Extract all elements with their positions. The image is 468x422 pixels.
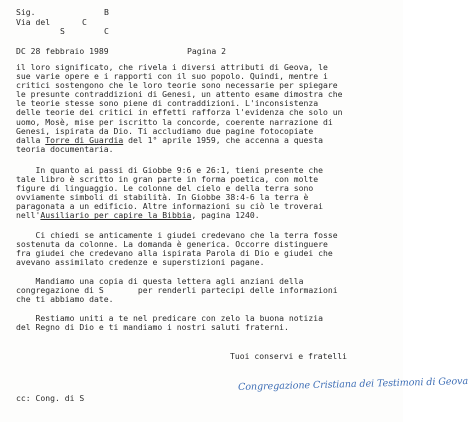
letter-date: DC 28 febbraio 1989 xyxy=(16,46,109,56)
text-fragment: dalla xyxy=(16,134,46,145)
text-line: Restiamo uniti a te nel predicare con zelo la buona notizia xyxy=(16,313,323,323)
text-line: paragonata a un edificio. Altre informazioni su ciò le troverai xyxy=(16,201,323,212)
text-line: sostenuta da colonne. La domanda è generica. Occorre distinguere xyxy=(16,239,328,250)
carbon-copy-line: cc: Cong. di S xyxy=(16,393,85,403)
publication-title-torre: Torre di Guardia xyxy=(45,134,124,145)
text-line: il loro significato, che rivela i diversi attributi di Geova, le xyxy=(16,62,328,72)
paragraph-1 xyxy=(16,63,396,154)
city-initial-c: C xyxy=(104,26,109,36)
paragraph-2 xyxy=(16,166,396,221)
paragraph-4 xyxy=(16,277,396,304)
text-line: le teorie stesse sono piene di contraddizioni. L'inconsistenza xyxy=(16,98,319,109)
text-line: le presunte contraddizioni di Genesi, un attento esame dimostra che xyxy=(16,89,343,100)
salutation-sig: Sig. xyxy=(16,7,36,17)
text-line: teoria documentaria. xyxy=(16,143,114,154)
text-line: del Regno di Dio e ti mandiamo i nostri saluti fraterni. xyxy=(16,322,289,333)
text-line: congregazione di S per renderli partecipi delle informazioni xyxy=(16,285,338,296)
text-line xyxy=(16,211,396,220)
text-line: fra giudei che credevano alla ispirata Parola di Dio e giudei che xyxy=(16,248,333,259)
text-line: avevano assimilato credenze e superstizioni pagane. xyxy=(16,257,265,268)
text-fragment: , pagina 1240. xyxy=(191,210,260,221)
text-line: Genesi, ispirata da Dio. Ti accludiamo due pagine fotocopiate xyxy=(16,125,314,136)
text-fragment: del 1° aprile 1959, che accenna a questa xyxy=(123,134,324,145)
closing-greeting: Tuoi conservi e fratelli xyxy=(230,351,347,361)
publication-title-ausiliario: Ausiliario per capire la Bibbia xyxy=(40,210,192,221)
address-via: Via del xyxy=(16,17,51,27)
congregation-stamp-signature: Congregazione Cristiana dei Testimoni di Geova xyxy=(237,375,468,394)
text-line: delle teorie dei critici in effetti rafforza l'evidenza che solo un xyxy=(16,107,343,118)
text-line: Ci chiedi se anticamente i giudei credevano che la terra fosse xyxy=(16,230,338,240)
page-number: Pagina 2 xyxy=(187,46,226,56)
text-line: figure di linguaggio. Le colonne del cielo e della terra sono xyxy=(16,183,314,194)
recipient-initial-b: B xyxy=(104,7,109,17)
text-line: critici sostengono che le loro teorie sono necessarie per spiegare xyxy=(16,80,338,91)
paragraph-5 xyxy=(16,314,396,332)
text-fragment: nell' xyxy=(16,210,41,221)
text-line: tale libro è scritto in gran parte in forma poetica, con molte xyxy=(16,174,319,185)
city-initial-s: S xyxy=(60,26,65,36)
text-line: Mandiamo una copia di questa lettera agli anziani della xyxy=(16,276,304,286)
text-line: che ti abbiamo date. xyxy=(16,294,114,305)
text-line: In quanto ai passi di Giobbe 9:6 e 26:1, tieni presente che xyxy=(16,165,323,175)
paragraph-3 xyxy=(16,231,396,267)
address-initial-c: C xyxy=(82,17,87,27)
text-line: ovviamente simboli di stabilità. In Giobbe 38:4-6 la terra è xyxy=(16,192,309,203)
text-line: sue varie opere e i rapporti con il suo popolo. Quindi, mentre i xyxy=(16,71,328,82)
text-line: uomo, Mosè, mise per iscritto la concorde, coerente narrazione di xyxy=(16,116,333,127)
